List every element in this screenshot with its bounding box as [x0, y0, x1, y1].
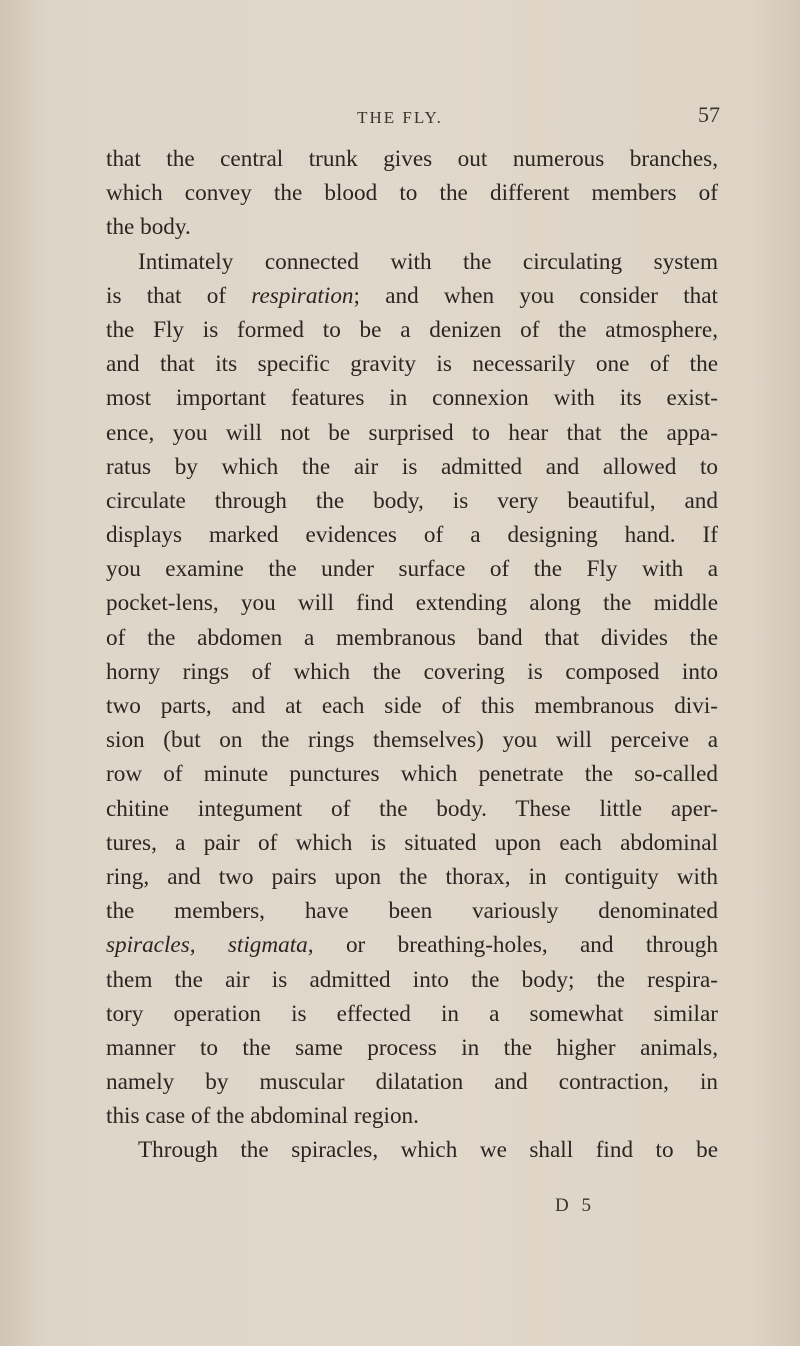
text-line: ratus by which the air is admitted and allowed to — [106, 453, 718, 480]
text-line: you examine the under surface of the Fly with a — [106, 556, 718, 583]
running-head: THE FLY. — [357, 108, 443, 127]
text-line: pocket-lens, you will find extending along the middle — [106, 590, 718, 617]
italic-term-respiration: respiration — [251, 282, 354, 309]
text-line: the members, have been variously denominated — [106, 898, 718, 925]
page-number: 57 — [698, 102, 720, 127]
text-line: sion (but on the rings themselves) you will perceive a — [106, 727, 718, 754]
text-line: chitine integument of the body. These little aper- — [106, 795, 718, 822]
body-text — [106, 142, 718, 1168]
text-fragment: or breathing-holes, and through — [313, 932, 718, 959]
text-fragment: ; and when you consider that — [353, 282, 718, 309]
text-fragment: is that of — [106, 282, 252, 309]
text-line: ence, you will not be surprised to hear that the appa- — [106, 419, 718, 446]
text-line: circulate through the body, is very beautiful, and — [106, 487, 718, 514]
text-line: that the central trunk gives out numerous branches, — [106, 146, 718, 172]
text-line: tory operation is effected in a somewhat similar — [106, 1000, 718, 1027]
text-line: of the abdomen a membranous band that divides the — [106, 624, 718, 651]
text-line: displays marked evidences of a designing hand. If — [106, 522, 718, 549]
text-line: horny rings of which the covering is composed into — [106, 658, 718, 685]
text-line: row of minute punctures which penetrate the so-called — [106, 761, 718, 788]
page-header — [0, 102, 800, 138]
italic-term-spiracles-stigmata: spiracles, stigmata, — [106, 932, 314, 959]
text-line: two parts, and at each side of this membranous divi- — [106, 693, 718, 719]
text-line: Intimately connected with the circulating system — [138, 248, 718, 275]
text-line: which convey the blood to the different members of — [106, 180, 718, 207]
text-line: tures, a pair of which is situated upon each abdominal — [106, 829, 718, 856]
text-line: namely by muscular dilatation and contraction, in — [106, 1069, 718, 1096]
text-line — [106, 928, 718, 962]
signature-mark: D 5 — [555, 1195, 595, 1216]
text-line: ring, and two pairs upon the thorax, in contiguity with — [106, 863, 718, 890]
text-line: the body. — [106, 214, 191, 241]
text-line: manner to the same process in the higher animals, — [106, 1034, 718, 1061]
text-line: and that its specific gravity is necessarily one of the — [106, 351, 718, 378]
text-line: them the air is admitted into the body; the respira- — [106, 966, 718, 993]
text-line: Through the spiracles, which we shall find to be — [138, 1137, 718, 1164]
text-line — [106, 279, 718, 313]
text-line: the Fly is formed to be a denizen of the atmosphere, — [106, 316, 718, 343]
text-line: most important features in connexion with its exist- — [106, 385, 718, 412]
text-line: this case of the abdominal region. — [106, 1103, 419, 1130]
